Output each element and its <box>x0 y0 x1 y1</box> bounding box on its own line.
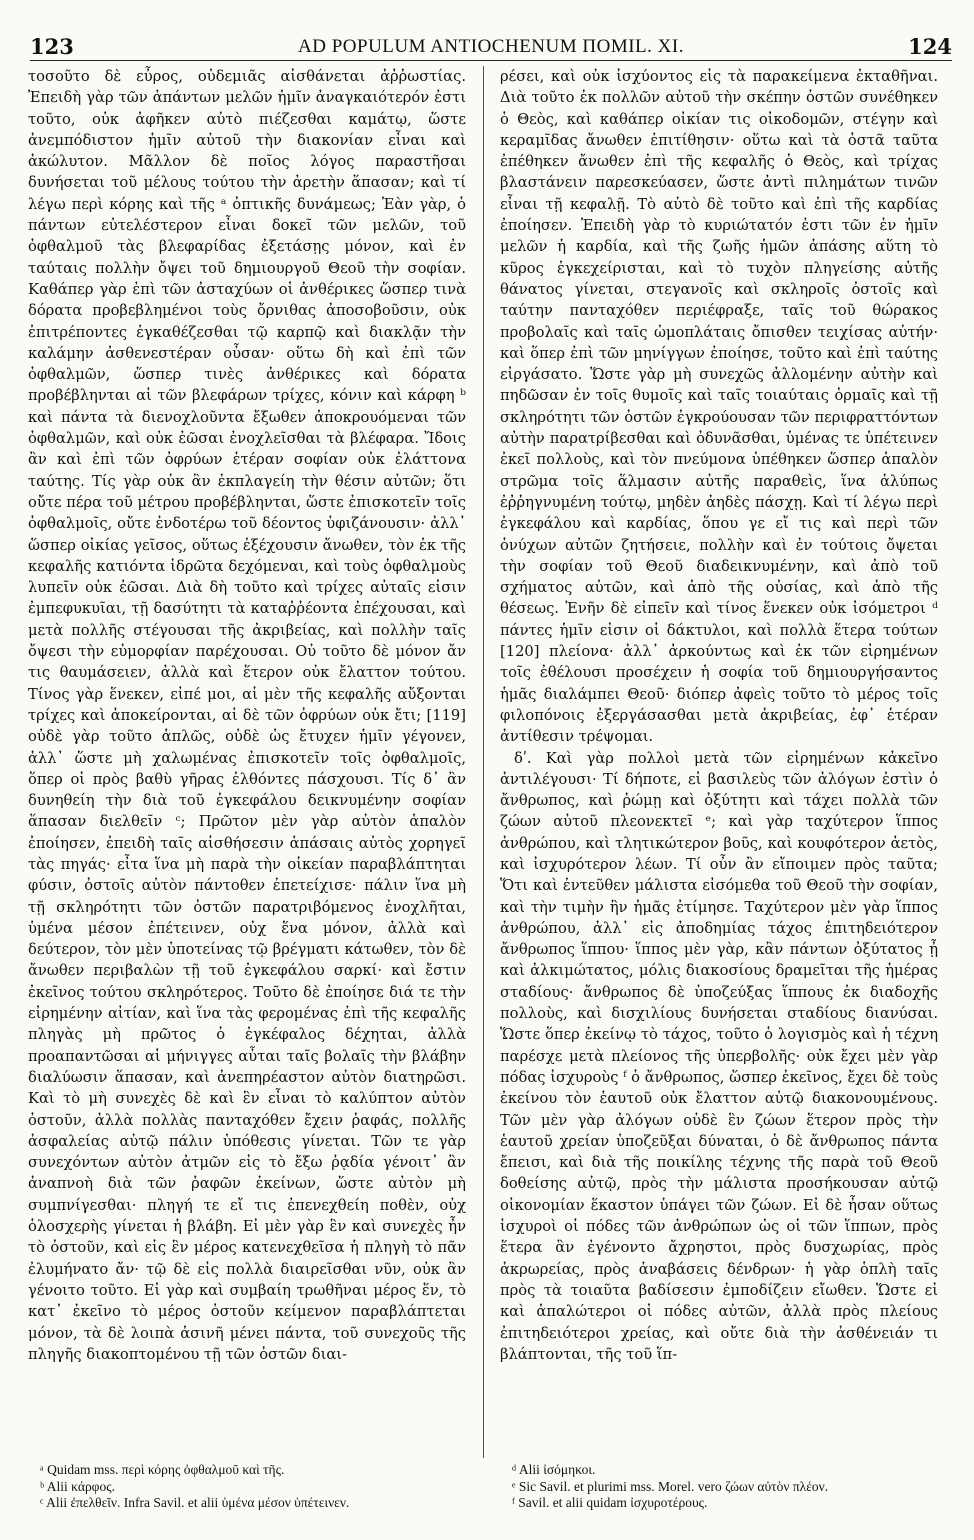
page-number-right: 124 <box>908 34 952 59</box>
running-title: AD POPULUM ANTIOCHENUM ΠΟΜΙL. XI. <box>298 36 684 57</box>
footnotes-left <box>40 1462 460 1512</box>
left-column <box>28 66 466 1458</box>
right-column-text-1: ρέσει, καὶ οὐκ ἰσχύοντος εἰς τὰ παρακείμενα ἐκταθῆναι. Διὰ τοῦτο ἐκ πολλῶν αὐτοῦ τὴν σκέπην ὀστῶν συνέθηκεν ὁ Θεὸς, καὶ καθάπερ οἰκίαν τις οἰκοδομῶν, στέγην καὶ κεραμῖδας ἄνωθεν ἐπιτίθησιν· οὕτω καὶ τὰ ὀστᾶ ταῦτα ἐπέθηκεν ἄνωθεν ἐπὶ τῆς κεφαλῆς ὁ Θεὸς, καὶ τρίχας βλαστάνειν παρεσκεύασεν, ὥστε ἀντὶ πιλημάτων τινῶν εἶναι τῇ κεφαλῇ. Τὸ αὐτὸ δὲ τοῦτο καὶ ἐπὶ τῆς καρδίας ἐποίησεν. Ἐπειδὴ γὰρ τὸ κυριώτατόν ἐστι τῶν ἐν ἡμῖν μελῶν ἡ καρδία, καὶ τῆς ζωῆς ἡμῶν ἁπάσης αὕτη τὸ κῦρος ἐγκεχείρισται, καὶ τὸ τυχὸν πληγείσης αὐτῆς θάνατος γίνεται, στεγανοῖς καὶ σκληροῖς ὀστοῖς καὶ ταύτην πανταχόθεν περιέφραξε, ταῖς τοῦ θώρακος προβολαῖς καὶ ταῖς ὠμοπλάταις ὄπισθεν τειχίσας αὐτήν· καὶ ὅπερ ἐπὶ τῶν μηνίγγων ἐποίησε, τοῦτο καὶ ἐπὶ ταύτης εἰργάσατο. Ὥστε γὰρ μὴ συνεχῶς ἀλλομένην αὐτὴν καὶ πηδῶσαν ἐν τοῖς θυμοῖς καὶ ταῖς τοιαύταις ὁρμαῖς καὶ τῇ σκληρότητι τῶν ὀστῶν ἐγκρούουσαν τῶν περιφραττόντων αὐτὴν παρατρίβεσθαι καὶ ὀδυνᾶσθαι, ὑμένας τε ὑπέτεινεν ἐκεῖ πολλοὺς, καὶ τὸν πνεύμονα ὑπέθηκεν ὥσπερ ἁπαλὸν στρῶμα τοῖς ἅλμασιν αὐτῆς παραθεὶς, ἵνα ἀλύπως ἐῤῥηγνυμένη τούτῳ, μηδὲν ἀηδὲς πάσχῃ. Καὶ τί λέγω περὶ ἐγκεφάλου καὶ καρδίας, ὅπου γε εἴ τις καὶ περὶ τῶν ὀνύχων αὐτῶν ζητήσειε, πολλὴν καὶ ἐν τούτοις ὄψεται τὴν σοφίαν τοῦ Θεοῦ διαδεικνυμένην, καὶ ἀπὸ τοῦ σχήματος αὐτῶν, καὶ ἀπὸ τῆς οὐσίας, καὶ ἀπὸ τῆς θέσεως. Ἐνῆν δὲ εἰπεῖν καὶ τίνος ἕνεκεν οὐκ ἰσόμετροι ᵈ πάντες ἡμῖν εἰσιν οἱ δάκτυλοι, καὶ πολλὰ ἕτερα τούτων [120] πλείονα· ἀλλ᾿ ἀρκούντως καὶ ἐκ τῶν εἰρημένων τοῖς ἐθέλουσι προσέχειν ἡ σοφία τοῦ δημιουργήσαντος ἡμᾶς διαλάμπει Θεοῦ· διόπερ ἀφεὶς τοῦτο τὸ μέρος τοῖς φιλοπόνοις ἐξεργάσασθαι μετὰ ἀκριβείας, ἐφ᾿ ἑτέραν ἀντίθεσιν τρέψομαι. <box>500 68 938 746</box>
right-column-text-2: δʹ. Καὶ γὰρ πολλοὶ μετὰ τῶν εἰρημένων κἀκεῖνο ἀντιλέγουσι· Τί δήποτε, εἰ βασιλεὺς τῶν ἀλόγων ἐστὶν ὁ ἄνθρωπος, καὶ ῥώμῃ καὶ ὀξύτητι καὶ τάχει πολλὰ τῶν ζώων αὐτοῦ πλεονεκτεῖ ᵉ; καὶ γὰρ ταχύτερον ἵππος ἀνθρώπου, καὶ τλητικώτερον βοῦς, καὶ κουφότερον ἀετὸς, καὶ ἰσχυρότερον λέων. Τί οὖν ἂν εἴποιμεν πρὸς ταῦτα; Ὅτι καὶ ἐντεῦθεν μάλιστα εἰσόμεθα τοῦ Θεοῦ τὴν σοφίαν, καὶ τὴν τιμὴν ἣν ἡμᾶς ἐτίμησε. Ταχύτερον μὲν γὰρ ἵππος ἀνθρώπου, ἀλλ᾿ εἰς ἀποδημίας τάχος ἐπιτηδειότερον ἄνθρωπος ἵππου· ἵππος μὲν γὰρ, κἂν πάντων ὀξύτατος ᾖ καὶ ἀλκιμώτατος, μόλις διακοσίους δραμεῖται τῆς ἡμέρας σταδίους· ἄνθρωπος δὲ ὑποζεύξας ἵππους ἐκ διαδοχῆς πολλοὺς, καὶ δισχιλίους δυνήσεται σταδίους διανύσαι. Ὥστε ὅπερ ἐκείνῳ τὸ τάχος, τοῦτο ὁ λογισμὸς καὶ ἡ τέχνη παρέσχε μετὰ πλείονος τῆς ὑπερβολῆς· οὐκ ἔχει μὲν γὰρ πόδας ἰσχυροὺς ᶠ ὁ ἄνθρωπος, ὥσπερ ἐκεῖνος, ἔχει δὲ τοὺς ἐκείνου τὸν ἑαυτοῦ οὐκ ἔλαττον αὐτῷ διακονουμένους. Τῶν μὲν γὰρ ἀλόγων οὐδὲ ἓν ζώων ἕτερον πρὸς τὴν ἑαυτοῦ χρείαν ὑποζεῦξαι δύναται, ὁ δὲ ἄνθρωπος πάντα ἔπεισι, καὶ διὰ τῆς ποικίλης τέχνης τῆς παρὰ τοῦ Θεοῦ δοθείσης αὐτῷ, πρὸς τὴν μάλιστα προσήκουσαν αὐτῷ οἰκονομίαν ἕκαστον ὑπάγει τῶν ζώων. Εἰ δὲ ἦσαν οὕτως ἰσχυροὶ οἱ πόδες τῶν ἀνθρώπων ὡς οἱ τῶν ἵππων, πρὸς ἕτερα ἂν ἐγένοντο ἄχρηστοι, πρὸς δυσχωρίας, πρὸς ἀκρωρείας, πρὸς ἀναβάσεις δένδρων· ἡ γὰρ ὁπλὴ ταῖς πρὸς τὰ τοιαῦτα βαδίσεσιν ἐμποδίζειν εἴωθεν. Ὥστε εἰ καὶ ἁπαλώτεροι οἱ πόδες αὐτῶν, ἀλλὰ πρὸς πλείους ἐπιτηδειότεροι χρείας, καὶ οὔτε διὰ τὴν ἀσθένειάν τι βλάπτονται, τῆς τοῦ ἵπ- <box>500 749 938 1363</box>
footnote-a: ᵃ Quidam mss. περὶ κόρης ὀφθαλμοῦ καὶ τῆς. <box>40 1462 285 1477</box>
footnotes-right <box>512 1462 932 1512</box>
column-divider <box>483 66 484 1458</box>
page-number-left: 123 <box>30 34 74 59</box>
footnote-b: ᵇ Alii κάρφος. <box>40 1478 115 1494</box>
running-header <box>30 30 952 61</box>
footnote-d: ᵈ Alii ἰσόμηκοι. <box>512 1462 596 1477</box>
right-column <box>500 66 938 1458</box>
left-column-text: τοσοῦτο δὲ εὖρος, οὐδεμιᾶς αἰσθάνεται ἀῤῥωστίας. Ἐπειδὴ γὰρ τῶν ἁπάντων μελῶν ἡμῖν ἀναγκαιότερόν ἐστι τοῦτο, οὐκ ἀφῆκεν αὐτὸ πιέζεσθαι καμάτῳ, ὥστε ἀνεμπόδιστον ἡμῖν αὐτοῦ τὴν διακονίαν εἶναι καὶ ἀκώλυτον. Μᾶλλον δὲ ποῖος λόγος παραστῆσαι δυνήσεται τοῦ μέλους τούτου τὴν ἀρετὴν ἅπασαν; καὶ τί λέγω περὶ κόρης καὶ τῆς ᵃ ὀπτικῆς δυνάμεως; Ἐὰν γὰρ, ὁ πάντων εὐτελέστερον εἶναι δοκεῖ τῶν μελῶν, τοῦ ὀφθαλμοῦ τὰς βλεφαρίδας ἐξετάσῃς μόνον, καὶ ἐν ταύταις πολλὴν ὄψει τοῦ δημιουργοῦ Θεοῦ τὴν σοφίαν. Καθάπερ γὰρ ἐπὶ τῶν ἀσταχύων οἱ ἀνθέρικες ὥσπερ τινὰ δόρατα προβεβλημένοι τοὺς ὄρνιθας ἀποσοβοῦσιν, οὐκ ἐπιτρέποντες ἐγκαθέζεσθαι τῷ καρπῷ καὶ διακλᾷν τὴν καλάμην ἀσθενεστέραν οὖσαν· οὕτω δὴ καὶ ἐπὶ τῶν ὀφθαλμῶν, ὥσπερ τινὲς ἀνθέρικες καὶ δόρατα προβέβληνται αἱ τῶν βλεφάρων τρίχες, κόνιν καὶ κάρφη ᵇ καὶ πάντα τὰ διενοχλοῦντα ἔξωθεν ἀποκρουόμεναι τῶν ὀφθαλμῶν, καὶ οὐκ ἐῶσαι ἐνοχλεῖσθαι τὰ βλέφαρα. Ἴδοις ἂν καὶ ἐπὶ τῶν ὀφρύων ἑτέραν σοφίαν οὐκ ἐλάττονα ταύτης. Τίς γὰρ οὐκ ἂν ἐκπλαγείη τὴν θέσιν αὐτῶν; ὅτι οὔτε πέρα τοῦ μέτρου προβέβληνται, ὥστε ἐπισκοτεῖν τοῖς ὀφθαλμοῖς, οὔτε ἐνδοτέρω τοῦ δέοντος ὑφιζάνουσιν· ἀλλ᾿ ὥσπερ οἰκίας γεῖσος, οὕτως ἐξέχουσιν ἄνωθεν, τὸν ἐκ τῆς κεφαλῆς κατιόντα ἱδρῶτα δεχόμεναι, καὶ τοὺς ὀφθαλμοὺς λυπεῖν οὐκ ἐῶσαι. Διὰ δὴ τοῦτο καὶ τρίχες αὐταῖς εἰσιν ἐμπεφυκυῖαι, τῇ δασύτητι τὰ καταῤῥέοντα ἐπέχουσαι, καὶ μετὰ πολλῆς στέγουσαι τῆς ἀκριβείας, καὶ πολλὴν ταῖς ὄψεσι τὴν εὐμορφίαν παρέχουσαι. Οὐ τοῦτο δὲ μόνον ἄν τις θαυμάσειεν, ἀλλὰ καὶ ἕτερον οὐκ ἔλαττον τούτου. Τίνος γὰρ ἕνεκεν, εἰπέ μοι, αἱ μὲν τῆς κεφαλῆς αὔξονται τρίχες καὶ ἀποκείρονται, αἱ δὲ τῶν ὀφρύων οὐκ ἔτι; [119] οὐδὲ γὰρ τοῦτο ἁπλῶς, οὐδὲ ὡς ἔτυχεν ἡμῖν γέγονεν, ἀλλ᾿ ὥστε μὴ χαλωμένας ἐπισκοτεῖν τοῖς ὀφθαλμοῖς, ὅπερ οἱ πρὸς βαθὺ γῆρας ἐλθόντες πάσχουσι. Τίς δ᾿ ἂν δυνηθείη τὴν διὰ τοῦ ἐγκεφάλου δεικνυμένην σοφίαν ἅπασαν διελθεῖν ᶜ; Πρῶτον μὲν γὰρ αὐτὸν ἁπαλὸν ἐποίησεν, ἐπειδὴ ταῖς αἰσθήσεσιν ἁπάσαις αὐτὸς χορηγεῖ τὰς πηγάς· εἶτα ἵνα μὴ παρὰ τὴν οἰκείαν παραβλάπτηται φύσιν, ὀστοῖς αὐτὸν πάντοθεν ἐπετείχισε· πάλιν ἵνα μὴ τῇ σκληρότητι τῶν ὀστῶν παρατριβόμενος ἐνοχλῆται, ὑμένα μέσον ἐπέτεινεν, οὐχ ἕνα μόνον, ἀλλὰ καὶ δεύτερον, τὸν μὲν ὑποτείνας τῷ βρέγματι κάτωθεν, τὸν δὲ ἄνωθεν περιβαλὼν τῇ τοῦ ἐγκεφάλου σαρκί· καὶ ἔστιν ἐκεῖνος τούτου σκληρότερος. Τοῦτο δὲ ἐποίησε διά τε τὴν εἰρημένην αἰτίαν, καὶ ἵνα τὰς φερομένας ἐπὶ τῆς κεφαλῆς πληγὰς μὴ πρῶτος ὁ ἐγκέφαλος δέχηται, ἀλλὰ προαπαντῶσαι αἱ μήνιγγες αὗται ταῖς βολαῖς τὴν βλάβην διαλύωσιν ἅπασαν, καὶ ἀνεπηρέαστον αὐτὸν διατηρῶσι. Καὶ τὸ μὴ συνεχὲς δὲ καὶ ἓν εἶναι τὸ καλύπτον αὐτὸν ὀστοῦν, ἀλλὰ πολλὰς πανταχόθεν ἔχειν ῥαφάς, πολλῆς ἀσφαλείας αὐτῷ πάλιν ὑπόθεσις γίνεται. Τῶν τε γὰρ συνεχόντων αὐτὸν ἀτμῶν εἰς τὸ ἔξω ῥᾳδία γένοιτ᾿ ἂν ἀναπνοὴ διὰ τῶν ῥαφῶν ἐκείνων, ὥστε αὐτὸν μὴ συμπνίγεσθαι· πληγή τε εἴ τις ἐπενεχθείη ποθὲν, οὐχ ὁλοσχερὴς γίνεται ἡ βλάβη. Εἰ μὲν γὰρ ἓν καὶ συνεχὲς ἦν τὸ ὀστοῦν, καὶ εἰς ἓν μέρος κατενεχθεῖσα ἡ πληγὴ τὸ πᾶν ἐλυμήνατο ἄν· τῷ δὲ εἰς πολλὰ διαιρεῖσθαι νῦν, οὐκ ἂν γένοιτο τοῦτο. Εἰ γὰρ καὶ συμβαίη τρωθῆναι μέρος ἕν, τὸ κατ᾿ ἐκεῖνο τὸ μέρος ὀστοῦν κείμενον παραβλάπτεται μόνον, τὰ δὲ λοιπὰ ἀσινῆ μένει πάντα, τοῦ συνεχοῦς τῆς πληγῆς διακοπτομένου τῇ τῶν ὀστῶν διαι- <box>28 68 466 1363</box>
footnote-c: ᶜ Alii ἐπελθεῖν. Infra Savil. et alii ὑμένα μέσον ὑπέτεινεν. <box>40 1495 350 1510</box>
footnote-f: ᶠ Savil. et alii quidam ἰσχυροτέρους. <box>512 1495 708 1510</box>
footnote-e: ᵉ Sic Savil. et plurimi mss. Morel. vero ζώων αὐτὸν πλέον. <box>512 1478 829 1494</box>
